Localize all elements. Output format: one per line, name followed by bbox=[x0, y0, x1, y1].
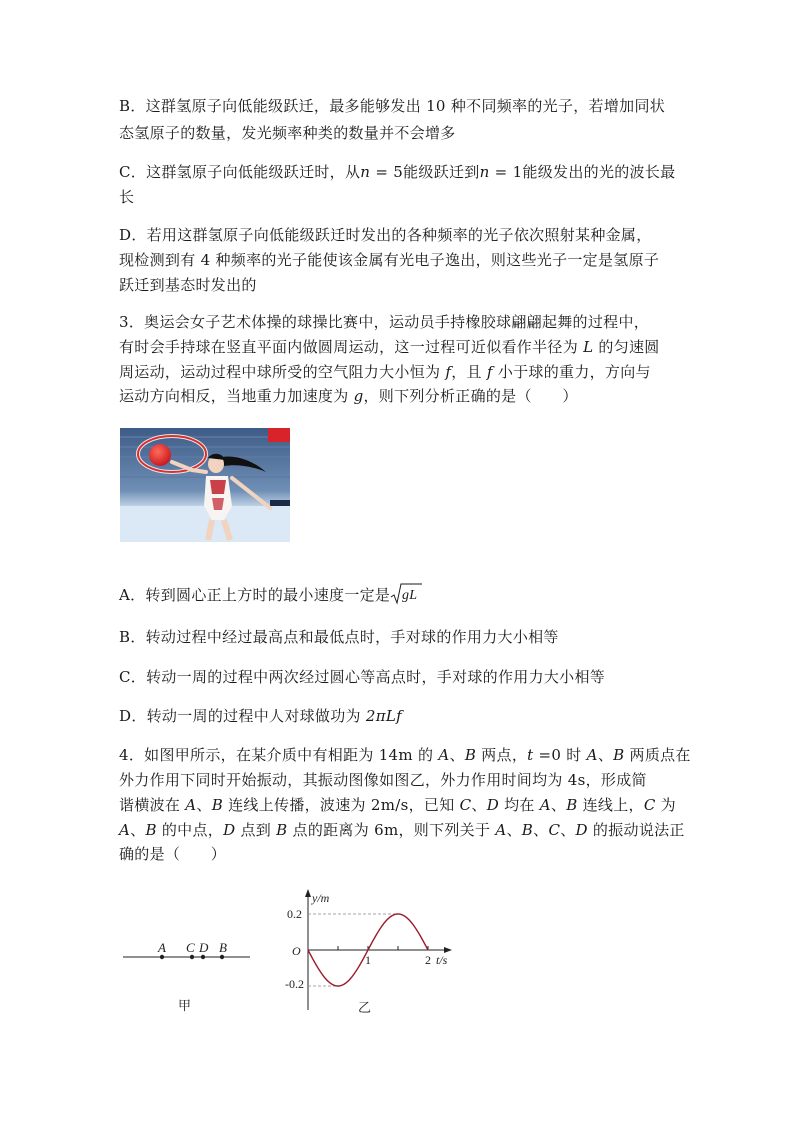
q3-text: 小于球的重力，方向与 bbox=[492, 363, 651, 381]
q4-var-b: B bbox=[566, 796, 578, 814]
q4-sep: 、 bbox=[533, 821, 549, 839]
q4-var-b: B bbox=[464, 746, 477, 764]
q3-text: ，且 bbox=[451, 363, 487, 381]
caption-yi: 乙 bbox=[358, 1000, 372, 1015]
label-b: B bbox=[219, 940, 227, 955]
q2-option-d-line3: 跃迁到基态时发出的 bbox=[119, 276, 257, 294]
q2-option-c-line1 bbox=[119, 161, 675, 183]
q4-var-c: C bbox=[459, 796, 472, 814]
q4-var-b: B bbox=[276, 821, 288, 839]
q4-sep: 、 bbox=[130, 821, 146, 839]
q3-var-g: g bbox=[353, 387, 364, 405]
q4-sep: 、 bbox=[506, 821, 522, 839]
y-axis-label-text: y/m bbox=[312, 891, 330, 905]
q4-text: 的中点， bbox=[156, 821, 224, 839]
q4-stem-line3 bbox=[119, 794, 676, 816]
q3-text: 运动方向相反，当地重力加速度为 bbox=[119, 387, 354, 405]
point-a bbox=[160, 955, 164, 959]
gymnast-illustration bbox=[120, 428, 290, 542]
y-axis-arrow-icon bbox=[305, 889, 311, 897]
q3-option-c: C．转动一周的过程中两次经过圆心等高点时，手对球的作用力大小相等 bbox=[119, 668, 606, 686]
q4-sep: 、 bbox=[449, 746, 465, 764]
gymnast-photo bbox=[120, 428, 290, 542]
q4-stem-line1 bbox=[119, 744, 691, 766]
q2-option-c-n: n bbox=[479, 163, 490, 181]
origin-label: O bbox=[292, 944, 301, 958]
q4-text: 连线上传播，波速为 2m/s，已知 bbox=[223, 796, 460, 814]
q4-var-d: D bbox=[575, 821, 588, 839]
q2-option-b-line1: B．这群氢原子向低能级跃迁，最多能够发出 10 种不同频率的光子，若增加同状 bbox=[119, 97, 666, 115]
q4-text: 点的距离为 6m，则下列关于 bbox=[287, 821, 496, 839]
figure-jia bbox=[118, 930, 258, 1020]
q3-text: 周运动，运动过程中球所受的空气阻力大小恒为 bbox=[119, 363, 446, 381]
point-b bbox=[220, 955, 224, 959]
q4-text: 点到 bbox=[235, 821, 277, 839]
q4-text: 谐横波在 bbox=[119, 796, 186, 814]
q4-var-b: B bbox=[145, 821, 157, 839]
q4-sep: 、 bbox=[196, 796, 212, 814]
q4-text: 为 bbox=[655, 796, 676, 814]
q4-stem-line5: 确的是（ ） bbox=[119, 845, 227, 863]
x-axis-label: t/s bbox=[436, 953, 448, 967]
q4-sep: 、 bbox=[550, 796, 567, 814]
point-c bbox=[190, 955, 194, 959]
q3-text: 的匀速圆 bbox=[593, 338, 660, 356]
q4-var-a: A bbox=[185, 796, 197, 814]
q3-option-a-sqrt-arg: gL bbox=[402, 588, 418, 603]
point-d bbox=[201, 955, 205, 959]
q3-option-d-text: D．转动一周的过程中人对球做功为 bbox=[119, 707, 366, 725]
q3-text: ，则下列分析正确的是（ ） bbox=[363, 387, 578, 405]
q4-var-c: C bbox=[643, 796, 656, 814]
x-tick-2: 2 bbox=[425, 953, 431, 967]
q2-option-c-text: 能级发出的光的波长最 bbox=[522, 163, 676, 181]
q3-stem-line1: 3．奥运会女子艺术体操的球操比赛中，运动员手持橡胶球翩翩起舞的过程中， bbox=[119, 313, 650, 331]
q2-option-d-line1: D．若用这群氢原子向低能级跃迁时发出的各种频率的光子依次照射某种金属， bbox=[119, 226, 652, 244]
q3-option-d-value: 2πLf bbox=[365, 707, 403, 725]
q2-option-c-line2: 长 bbox=[119, 188, 135, 206]
q3-option-d bbox=[119, 705, 402, 727]
q4-var-a: A bbox=[586, 746, 598, 764]
q2-option-c-eq5: = 5 bbox=[370, 163, 404, 181]
q4-text: =0 时 bbox=[533, 746, 587, 764]
q4-var-t: t bbox=[527, 746, 534, 764]
q4-sep: 、 bbox=[597, 746, 614, 764]
q4-var-c: C bbox=[548, 821, 561, 839]
q4-var-d: D bbox=[486, 796, 500, 814]
q3-text: 有时会手持球在竖直平面内做圆周运动，这一过程可近似看作半径为 bbox=[119, 338, 584, 356]
q2-option-c-text: C．这群氢原子向低能级跃迁时，从 bbox=[119, 163, 361, 181]
y-tick-bottom: -0.2 bbox=[285, 977, 304, 991]
q4-text: 的振动说法正 bbox=[587, 821, 685, 839]
q4-var-a: A bbox=[539, 796, 551, 814]
q2-option-c-n: n bbox=[360, 163, 371, 181]
q3-var-f: f bbox=[445, 363, 452, 381]
q4-var-b: B bbox=[211, 796, 224, 814]
q4-var-a: A bbox=[495, 821, 507, 839]
x-tick-1: 1 bbox=[365, 953, 371, 967]
q3-option-a bbox=[119, 582, 422, 606]
q4-var-a: A bbox=[438, 746, 450, 764]
q4-text: 两质点在 bbox=[624, 746, 691, 764]
label-d: D bbox=[199, 940, 209, 955]
q3-var-f: f bbox=[486, 363, 493, 381]
q2-option-c-eq1: = 1 bbox=[489, 163, 523, 181]
q4-text: 4．如图甲所示，在某介质中有相距为 14m 的 bbox=[119, 746, 439, 764]
q4-var-a: A bbox=[119, 821, 131, 839]
label-c: C bbox=[186, 940, 195, 955]
q4-var-b: B bbox=[613, 746, 625, 764]
q4-sep: 、 bbox=[560, 821, 576, 839]
q3-stem-line2 bbox=[119, 336, 660, 358]
q4-sep: 、 bbox=[471, 796, 487, 814]
figure-yi bbox=[280, 885, 460, 1020]
sqrt-symbol-icon bbox=[390, 582, 422, 606]
q3-option-a-text: A．转到圆心正上方时的最小速度一定是 bbox=[119, 586, 391, 604]
caption-jia: 甲 bbox=[178, 998, 192, 1013]
label-a: A bbox=[158, 940, 166, 955]
y-axis-label bbox=[311, 891, 330, 905]
q4-stem-line2: 外力作用下同时开始振动，其振动图像如图乙，外力作用时间均为 4s，形成简 bbox=[119, 771, 647, 789]
q4-var-d: D bbox=[223, 821, 236, 839]
q3-var-l: L bbox=[583, 338, 594, 356]
q4-text: 连线上， bbox=[577, 796, 644, 814]
q4-var-b: B bbox=[521, 821, 534, 839]
q4-text: 两点， bbox=[476, 746, 528, 764]
q2-option-d-line2: 现检测到有 4 种频率的光子能使该金属有光电子逸出，则这些光子一定是氢原子 bbox=[119, 251, 660, 269]
q2-option-c-text: 能级跃迁到 bbox=[403, 163, 480, 181]
q3-stem-line4 bbox=[119, 385, 578, 407]
q4-stem-line4 bbox=[119, 819, 685, 841]
y-tick-top: 0.2 bbox=[287, 907, 302, 921]
q3-option-b: B．转动过程中经过最高点和最低点时，手对球的作用力大小相等 bbox=[119, 628, 559, 646]
q4-text: 均在 bbox=[499, 796, 540, 814]
q3-stem-line3 bbox=[119, 361, 651, 383]
q2-option-b-line2: 态氢原子的数量，发光频率种类的数量并不会增多 bbox=[119, 124, 456, 142]
